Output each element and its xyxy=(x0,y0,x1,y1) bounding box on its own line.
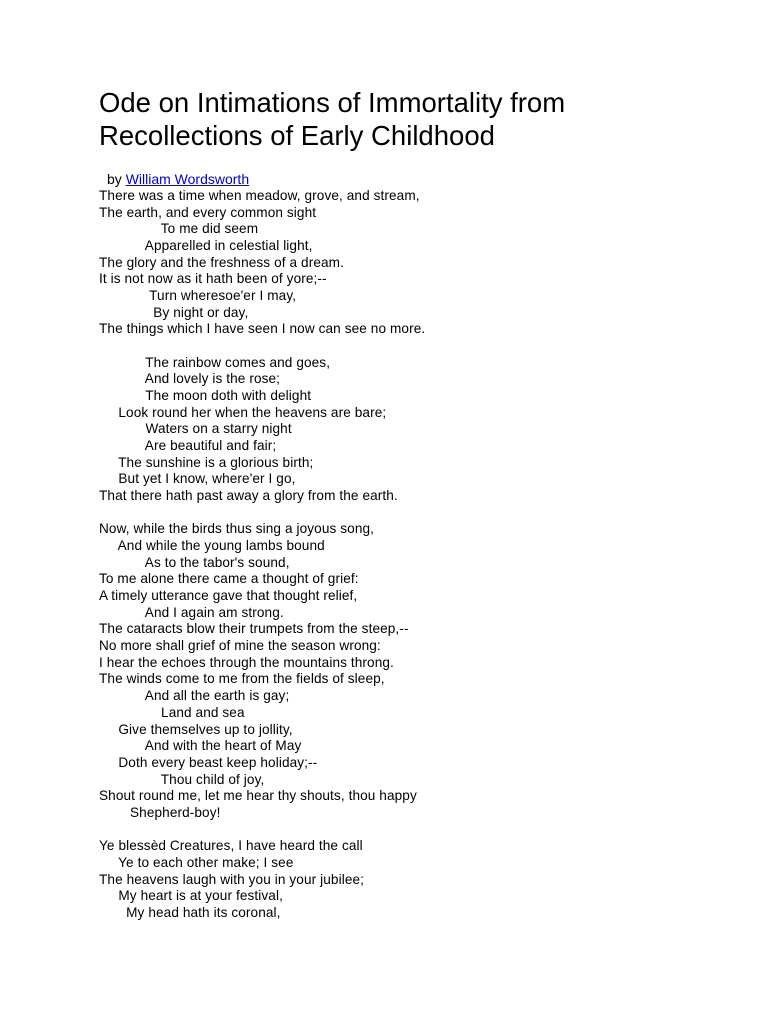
poem-line: And lovely is the rose; xyxy=(99,371,281,387)
poem-line: Doth every beast keep holiday;-- xyxy=(99,754,318,770)
poem-line: The winds come to me from the fields of sleep, xyxy=(99,671,385,687)
poem-line: The cataracts blow their trumpets from the steep,-- xyxy=(99,621,409,637)
poem-line: The moon doth with delight xyxy=(99,388,312,404)
byline xyxy=(107,171,249,188)
poem-line: To me alone there came a thought of grief: xyxy=(99,571,359,587)
poem-line: As to the tabor's sound, xyxy=(99,554,290,570)
poem-line: The rainbow comes and goes, xyxy=(99,354,331,370)
poem-line: Land and sea xyxy=(99,704,245,720)
poem-line: Thou child of joy, xyxy=(99,771,265,787)
author-link[interactable]: William Wordsworth xyxy=(125,171,250,187)
poem-line: Give themselves up to jollity, xyxy=(99,721,293,737)
poem-line: Turn wheresoe'er I may, xyxy=(99,288,297,304)
poem-line: A timely utterance gave that thought relief, xyxy=(99,588,358,604)
poem-line: No more shall grief of mine the season wrong: xyxy=(99,638,381,654)
poem-line: Now, while the birds thus sing a joyous song, xyxy=(99,521,375,537)
poem-line: And all the earth is gay; xyxy=(99,688,290,704)
stanza-break xyxy=(99,505,739,522)
poem-line: My head hath its coronal, xyxy=(99,904,281,920)
byline-prefix: by xyxy=(107,171,122,187)
poem-line: And I again am strong. xyxy=(99,604,284,620)
poem-line: The heavens laugh with you in your jubilee; xyxy=(99,871,365,887)
poem-line: Are beautiful and fair; xyxy=(99,438,277,454)
poem-line: It is not now as it hath been of yore;-- xyxy=(99,271,327,287)
poem-line: Apparelled in celestial light, xyxy=(99,238,313,254)
poem-line: I hear the echoes through the mountains throng. xyxy=(99,654,394,670)
poem-line: My heart is at your festival, xyxy=(99,888,283,904)
poem-line: Shout round me, let me hear thy shouts, thou happy xyxy=(99,788,417,804)
poem-line: The glory and the freshness of a dream. xyxy=(99,254,344,270)
poem-line: Waters on a starry night xyxy=(99,421,292,437)
poem-line: The things which I have seen I now can see no more. xyxy=(99,321,426,337)
poem-line: But yet I know, where'er I go, xyxy=(99,471,296,487)
poem-line: To me did seem xyxy=(99,221,259,237)
poem-line: There was a time when meadow, grove, and stream, xyxy=(99,188,420,203)
poem-line: Ye to each other make; I see xyxy=(99,854,294,870)
poem-title: Ode on Intimations of Immortality from Recollections of Early Childhood xyxy=(99,87,566,151)
poem-line: And while the young lambs bound xyxy=(99,538,325,554)
poem-line: The earth, and every common sight xyxy=(99,204,317,220)
poem-line: Shepherd-boy! xyxy=(99,804,221,820)
poem-line: That there hath past away a glory from the earth. xyxy=(99,488,398,504)
poem-line: And with the heart of May xyxy=(99,738,302,754)
poem-line: Ye blessèd Creatures, I have heard the call xyxy=(99,838,363,854)
poem-line: The sunshine is a glorious birth; xyxy=(99,454,314,470)
poem-body xyxy=(99,188,739,922)
poem-line: Look round her when the heavens are bare; xyxy=(99,404,387,420)
poem-line: By night or day, xyxy=(99,304,249,320)
stanza-break xyxy=(99,338,739,355)
stanza-break xyxy=(99,822,739,839)
